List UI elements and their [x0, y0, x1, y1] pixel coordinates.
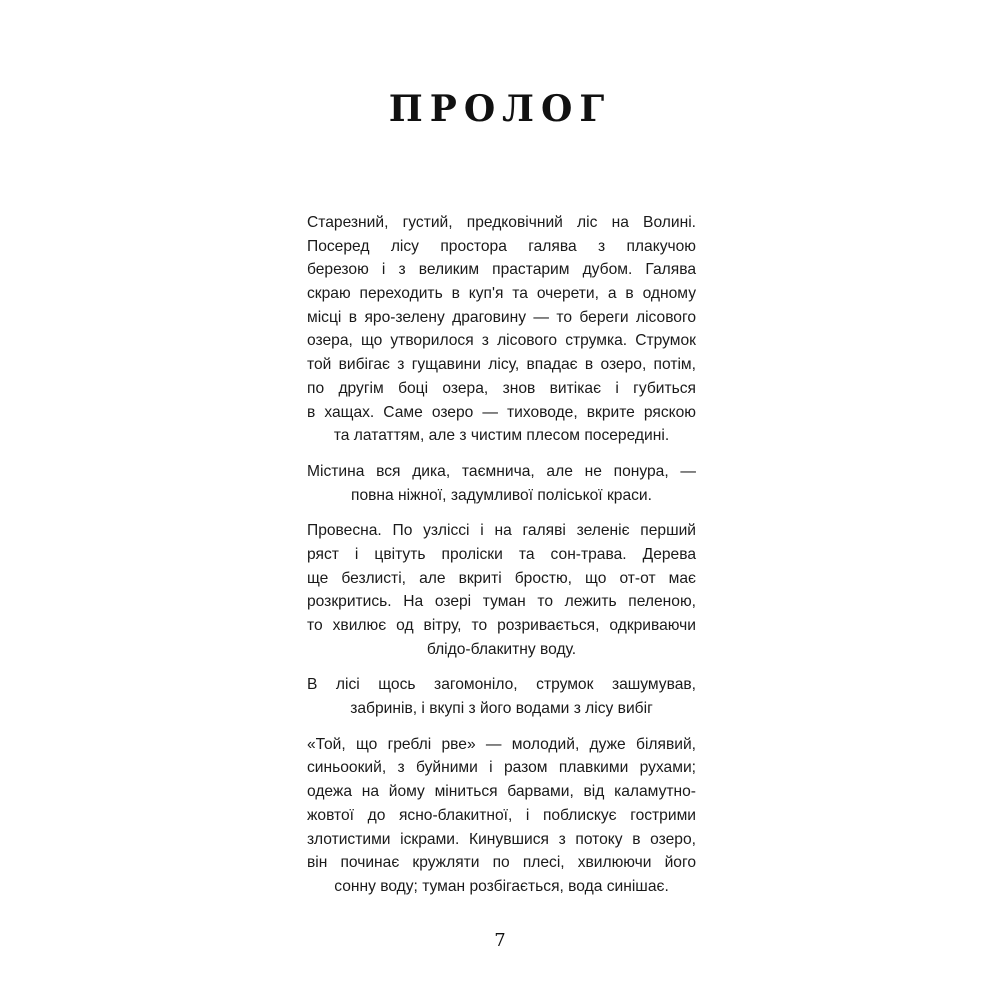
- text-line: озера, що утворилося з лісового струмка. Струмок: [307, 332, 696, 350]
- chapter-body: [307, 211, 696, 899]
- text-line: місці в яро-зелену драговину — то береги лісового: [307, 308, 696, 326]
- text-line: Провесна. По узліссі і на галяві зеленіє перший: [307, 522, 696, 540]
- text-line: сонну воду; туман розбігається, вода синішає.: [334, 877, 669, 895]
- text-line: повна ніжної, задумливої поліської краси.: [351, 486, 652, 504]
- text-line: то хвилює од вітру, то розривається, одкриваючи: [307, 617, 696, 634]
- paragraph-3: [307, 519, 696, 661]
- page-number: 7: [494, 930, 506, 951]
- text-line: одежа на йому міниться барвами, від каламутно-: [307, 783, 696, 801]
- text-line: Посеред лісу простора галява з плакучою: [307, 237, 696, 255]
- paragraph-gap: [307, 448, 696, 460]
- text-line: розкритись. На озері туман то лежить пеленою,: [307, 593, 696, 611]
- paragraph-2: [307, 460, 696, 507]
- text-line: та лататтям, але з чистим плесом посередині.: [333, 427, 670, 445]
- text-line: він починає кружляти по плесі, хвилюючи його: [307, 854, 696, 872]
- text-line: забринів, і вкупі з його водами з лісу вибіг: [350, 700, 653, 718]
- text-line: синьоокий, з буйними і разом плавкими рухами;: [307, 759, 696, 777]
- text-line: Містина вся дика, таємнича, але не понура, —: [307, 462, 696, 480]
- text-line: Старезний, густий, предковічний ліс на Волині.: [307, 214, 696, 231]
- paragraph-gap: [307, 721, 696, 733]
- text-line: ряст і цвітуть проліски та сон-трава. Дерева: [307, 545, 696, 563]
- text-line: той вибігає з гущавини лісу, впадає в озеро, потім,: [307, 356, 696, 374]
- paragraph-gap: [307, 661, 696, 673]
- text-line: березою і з великим прастарим дубом. Галява: [307, 261, 696, 279]
- text-line: по другім боці озера, знов витікає і губиться: [307, 379, 696, 397]
- paragraph-gap: [307, 507, 696, 519]
- paragraph-5: [307, 733, 696, 899]
- text-line: ще безлисті, але вкриті бростю, що от-от має: [307, 569, 696, 587]
- text-line: злотистими іскрами. Кинувшися з потоку в озеро,: [307, 830, 696, 848]
- text-line: скраю переходить в куп'я та очерети, а в одному: [307, 285, 696, 303]
- text-line: в хащах. Саме озеро — тиховоде, вкрите ряскою: [307, 403, 696, 421]
- text-line: «Той, що греблі рве» — молодий, дуже білявий,: [307, 735, 696, 753]
- paragraph-1: [307, 211, 696, 448]
- paragraph-4: [307, 673, 696, 720]
- text-line: жовтої до ясно-блакитної, і поблискує гострими: [307, 806, 696, 824]
- text-line: В лісі щось загомоніло, струмок зашумував,: [307, 676, 696, 694]
- text-line: блідо-блакитну воду.: [426, 640, 577, 658]
- chapter-title: ПРОЛОГ: [388, 88, 612, 130]
